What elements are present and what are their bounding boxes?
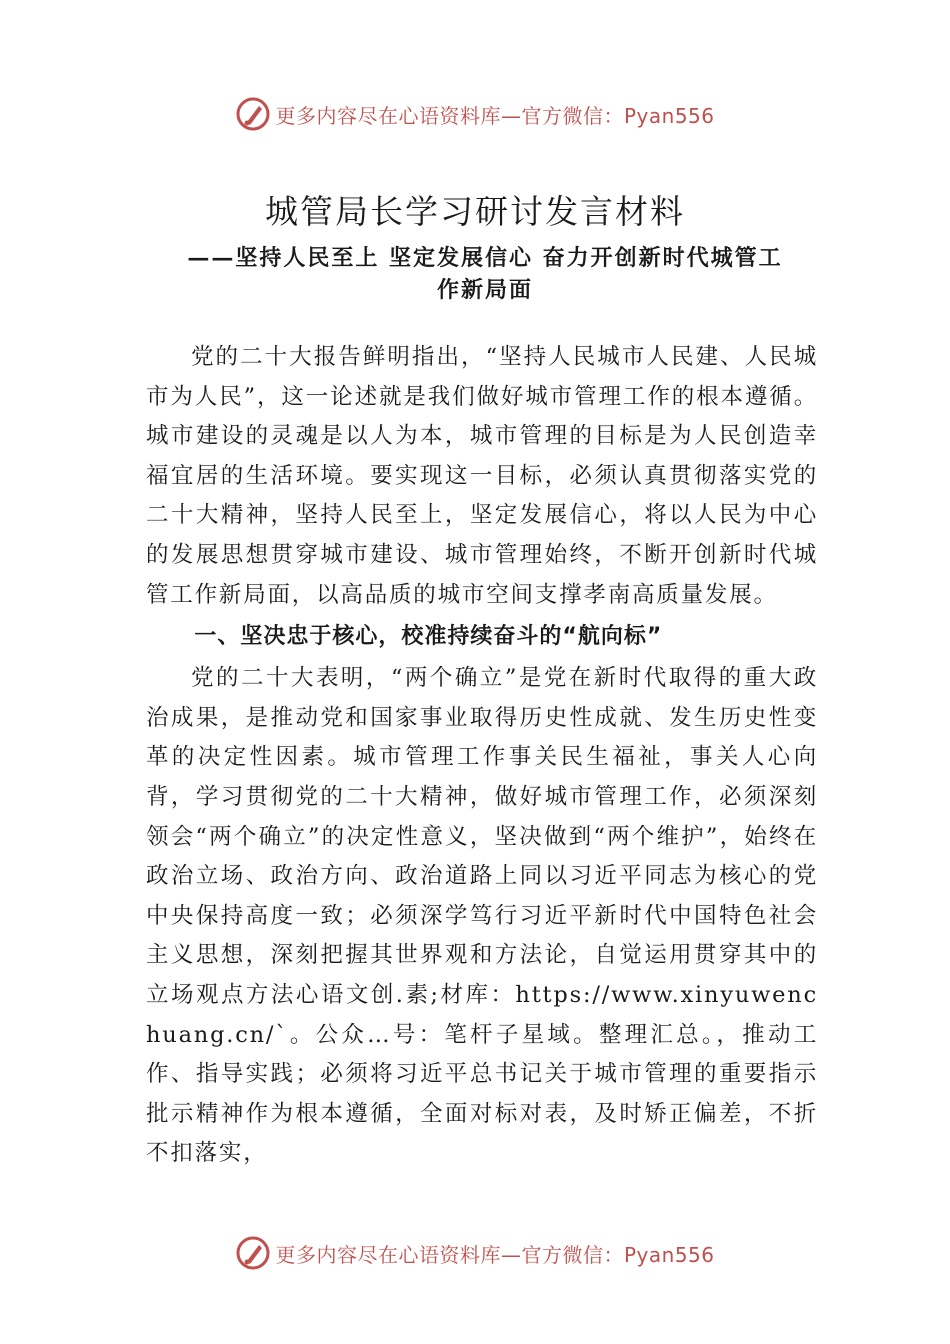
- watermark-text: 更多内容尽在心语资料库—官方微信：Pyan556: [275, 1242, 715, 1267]
- watermark-text: 更多内容尽在心语资料库—官方微信：Pyan556: [275, 103, 715, 128]
- section-heading: 一、坚决忠于核心，校准持续奋斗的“航向标”: [194, 624, 663, 650]
- header-watermark: [0, 92, 950, 136]
- document-body: [146, 338, 818, 1174]
- footer-watermark: [0, 1231, 950, 1275]
- intro-paragraph: 党的二十大报告鲜明指出，“坚持人民城市人民建、人民城市为人民”，这一论述就是我们做好城市管理工作的根本遵循。城市建设的灵魂是以人为本，城市管理的目标是为人民创造幸福宜居的生活环境。要实现这一目标，必须认真贯彻落实党的二十大精神，坚持人民至上，坚定发展信心，将以人民为中心的发展思想贯穿城市建设、城市管理始终，不断开创新时代城管工作新局面，以高品质的城市空间支撑孝南高质量发展。: [146, 344, 818, 608]
- page-subtitle: ——坚持人民至上 坚定发展信心 奋力开创新时代城管工作新局面: [187, 245, 783, 303]
- section-paragraph: 党的二十大表明，“两个确立”是党在新时代取得的重大政治成果，是推动党和国家事业取得历史性成就、发生历史性变革的决定性因素。城市管理工作事关民生福祉，事关人心向背，学习贯彻党的二十大精神，做好城市管理工作，必须深刻领会“两个确立”的决定性意义，坚决做到“两个维护”，始终在政治立场、政治方向、政治道路上同以习近平同志为核心的党中央保持高度一致；必须深学笃行习近平新时代中国特色社会主义思想，深刻把握其世界观和方法论，自觉运用贯穿其中的立场观点方法心语文创.素;材库：https://www.xinyuwenchuang.cn/`。公众…号：笔杆子星域。整理汇总。，推动工作、指导实践；必须将习近平总书记关于城市管理的重要指示批示精神作为根本遵循，全面对标对表，及时矫正偏差，不折不扣落实，: [146, 665, 818, 1167]
- pen-logo-icon: [235, 96, 271, 132]
- page-title: 城管局长学习研讨发言材料: [265, 192, 685, 231]
- pen-logo-icon: [235, 1235, 271, 1271]
